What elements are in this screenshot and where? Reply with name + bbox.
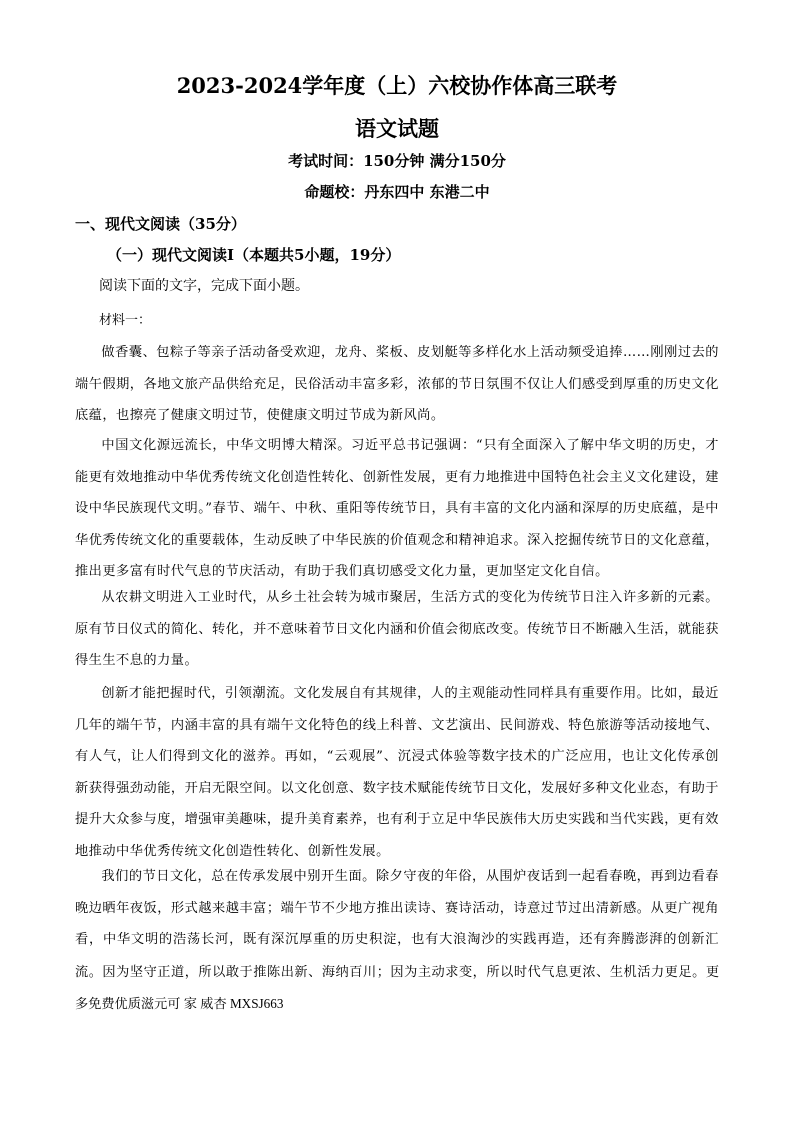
reading-instruction: 阅读下面的文字，完成下面小题。 <box>99 278 309 294</box>
paragraph-1: 做香囊、包粽子等亲子活动备受欢迎，龙舟、桨板、皮划艇等多样化水上活动频受追捧……刚刚过去的端午假期，各地文旅产品供给充足，民俗活动丰富多彩，浓郁的节日氛围不仅让人们感受到厚重的历史文化底蕴，也擦亮了健康文明过节，使健康文明过节成为新风尚。 <box>75 345 719 423</box>
exam-title: 2023-2024学年度（上）六校协作体高三联考 <box>176 73 618 98</box>
paragraph-3: 从农耕文明进入工业时代，从乡土社会转为城市聚居，生活方式的变化为传统节日注入许多新的元素。原有节日仪式的简化、转化，并不意味着节日文化内涵和价值会彻底改变。传统节日不断融入生活，就能获得生生不息的力量。 <box>75 590 719 668</box>
paragraph-2: 中国文化源远流长，中华文明博大精深。习近平总书记强调：“只有全面深入了解中华文明的历史，才能更有效地推动中华优秀传统文化创造性转化、创新性发展，更有力地推进中国特色社会主义文化建设，建设中华民族现代文明。”春节、端午、中秋、重阳等传统节日，具有丰富的文化内涵和深厚的历史底蕴，是中华优秀传统文化的重要载体，生动反映了中华民族的价值观念和精神追求。深入挖掘传统节日的文化意蕴，推出更多富有时代气息的节庆活动，有助于我们真切感受文化力量，更加坚定文化自信。 <box>75 438 719 579</box>
paragraph-5 <box>75 861 719 1021</box>
paragraph-4: 创新才能把握时代，引领潮流。文化发展自有其规律，人的主观能动性同样具有重要作用。比如，最近几年的端午节，内涵丰富的具有端午文化特色的线上科普、文艺演出、民间游戏、特色旅游等活动接地气、有人气，让人们得到文化的滋养。再如，“云观展”、沉浸式体验等数字技术的广泛应用，也让文化传承创新获得强劲动能，开启无限空间。以文化创意、数字技术赋能传统节日文化，发展好多种文化业态，有助于提升大众参与度，增强审美趣味，提升美育素养，也有利于立足中华民族伟大历史实践和当代实践，更有效地推动中华优秀传统文化创造性转化、创新性发展。 <box>75 686 719 859</box>
footer-note: 更多免费优质滋元可 家 威杏 MXSJ663 <box>75 963 719 1011</box>
material-label: 材料一： <box>99 313 152 328</box>
exam-info: 考试时间：150分钟 满分150分 <box>288 152 506 170</box>
section-heading: 一、现代文阅读（35分） <box>75 215 246 233</box>
subject-title: 语文试题 <box>355 116 439 141</box>
subsection-heading: （一）现代文阅读Ⅰ（本题共5小题，19分） <box>107 246 401 264</box>
paragraph-5-text: 我们的节日文化，总在传承发展中别开生面。除夕守夜的年俗，从围炉夜话到一起看春晚，再到边看春晚边晒年夜饭，形式越来越丰富；端午节不少地方推出读诗、赛诗活动，诗意过节过出清新感。从更广视角看，中华文明的浩荡长河，既有深沉厚重的历史积淀，也有大浪淘沙的实践再造，还有奔腾澎湃的创新汇流。因为坚守正道，所以敢于推陈出新、海纳百川；因为主动求变，所以时代气息更浓、生机活力更足。 <box>75 869 719 980</box>
schools-info: 命题校：丹东四中 东港二中 <box>304 183 490 201</box>
